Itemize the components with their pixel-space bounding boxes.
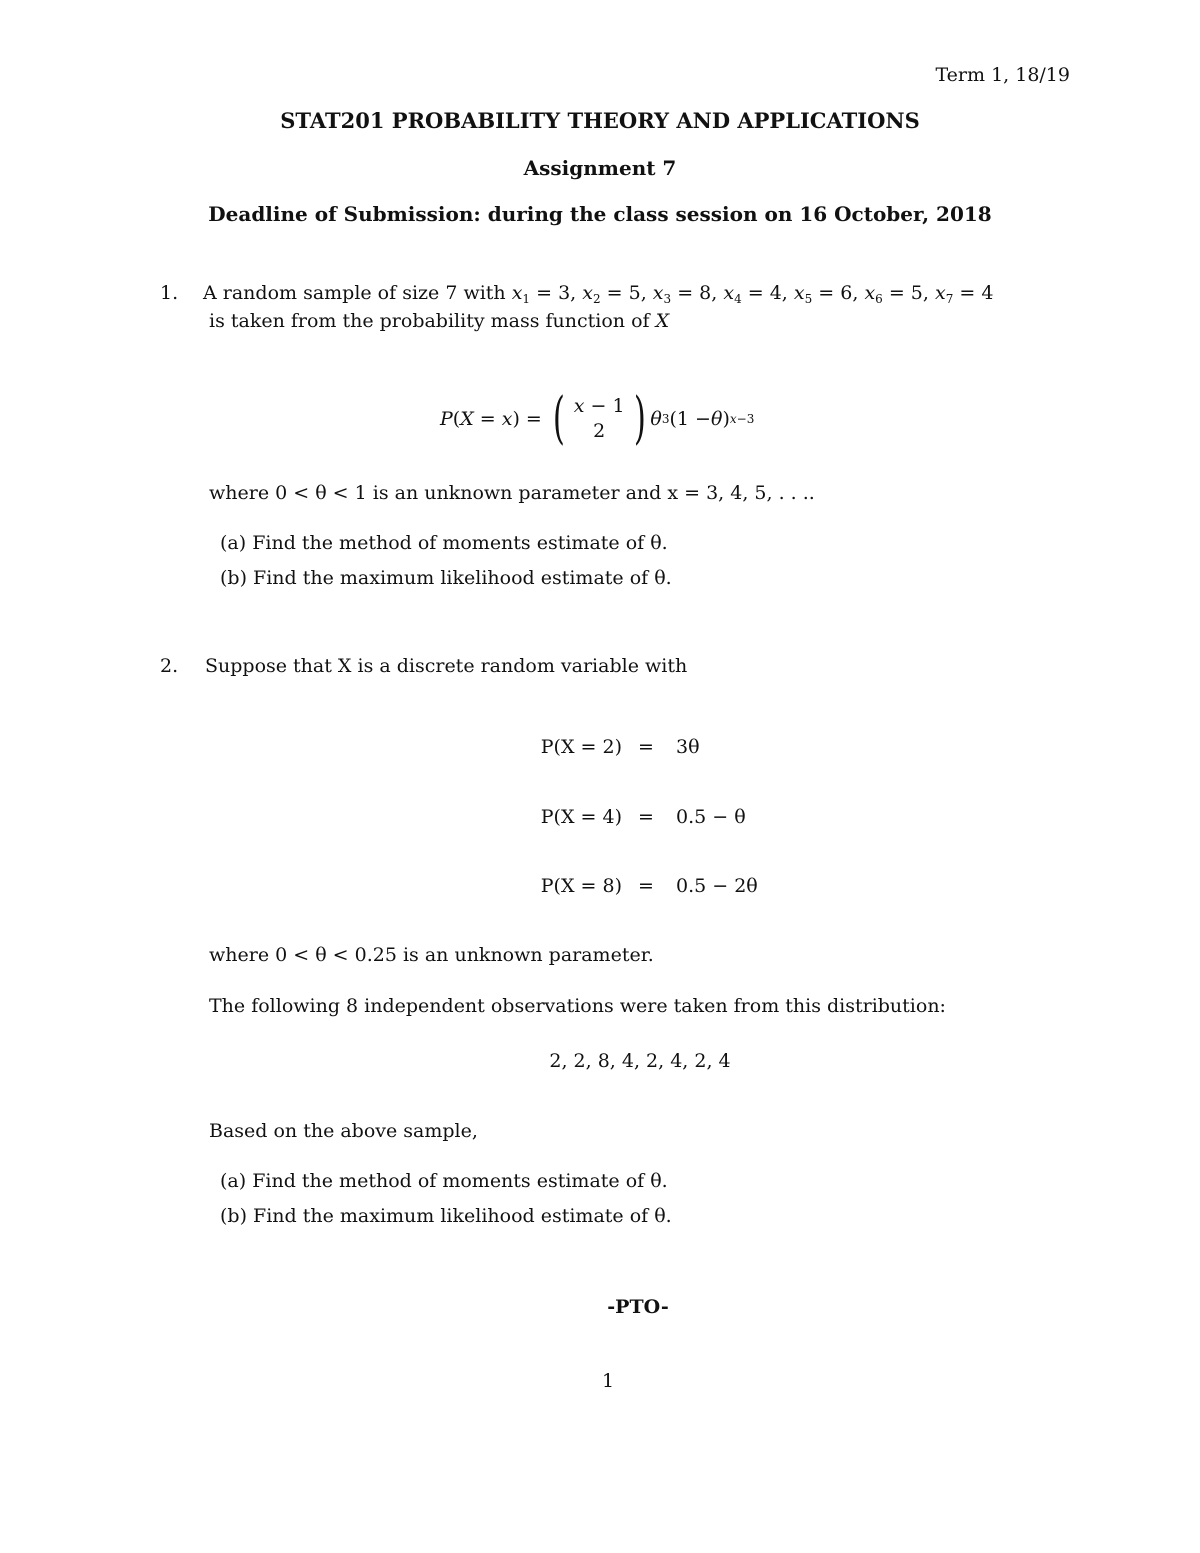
- q2-observations: 2, 2, 8, 4, 2, 4, 2, 4: [549, 1050, 731, 1072]
- q1-part-b: (b) Find the maximum likelihood estimate of θ.: [220, 567, 672, 589]
- q1-intro-line: A random sample of size 7 with $x_1 = 3$, $x_2 = 5$, $x_3 = 8$, $x_4 = 4$, $x_5 = 6$, $x_6 = 5$, $x_7 = 4$: [203, 282, 994, 306]
- q1-x6: 5: [910, 282, 923, 304]
- q1-x1: 3: [558, 282, 571, 304]
- q1-part-a: (a) Find the method of moments estimate of θ.: [220, 532, 668, 554]
- q2-where: where 0 < θ < 0.25 is an unknown parameter.: [209, 944, 654, 966]
- q1-x4: 4: [769, 282, 782, 304]
- q1-where: where 0 < θ < 1 is an unknown parameter and x = 3, 4, 5, . . ..: [209, 482, 815, 504]
- page-title: STAT201 PROBABILITY THEORY AND APPLICATIONS: [280, 108, 920, 133]
- pto-label: -PTO-: [607, 1296, 669, 1318]
- q1-x2: 5: [628, 282, 641, 304]
- right-paren: ): [633, 386, 646, 451]
- q2-part-b: (b) Find the maximum likelihood estimate of θ.: [220, 1205, 672, 1227]
- q1-x5: 6: [840, 282, 853, 304]
- assignment-label: Assignment 7: [523, 156, 677, 180]
- term-label: Term 1, 18/19: [935, 64, 1070, 86]
- binomial-coefficient: x − 1 2: [573, 395, 625, 442]
- q2-intro: Suppose that X is a discrete random variable with: [205, 655, 688, 677]
- q2-based: Based on the above sample,: [209, 1120, 478, 1142]
- q1-x3: 8: [699, 282, 712, 304]
- page-number: 1: [601, 1370, 615, 1392]
- left-paren: (: [552, 386, 565, 451]
- q2-number: 2.: [160, 655, 179, 677]
- q1-pmf-formula: P ( X = x ) = ( x − 1 2 ) θ 3 (1 − θ ) x−3: [440, 386, 755, 451]
- deadline-label: Deadline of Submission: during the class session on 16 October, 2018: [208, 202, 992, 226]
- q2-part-a: (a) Find the method of moments estimate of θ.: [220, 1170, 668, 1192]
- q1-intro: A random sample of size 7 with: [203, 282, 506, 304]
- q1-x7: 4: [981, 282, 994, 304]
- q1-number: 1.: [160, 282, 179, 304]
- q2-observations-intro: The following 8 independent observations were taken from this distribution:: [209, 995, 946, 1017]
- q1-line2: is taken from the probability mass function of X: [209, 310, 670, 332]
